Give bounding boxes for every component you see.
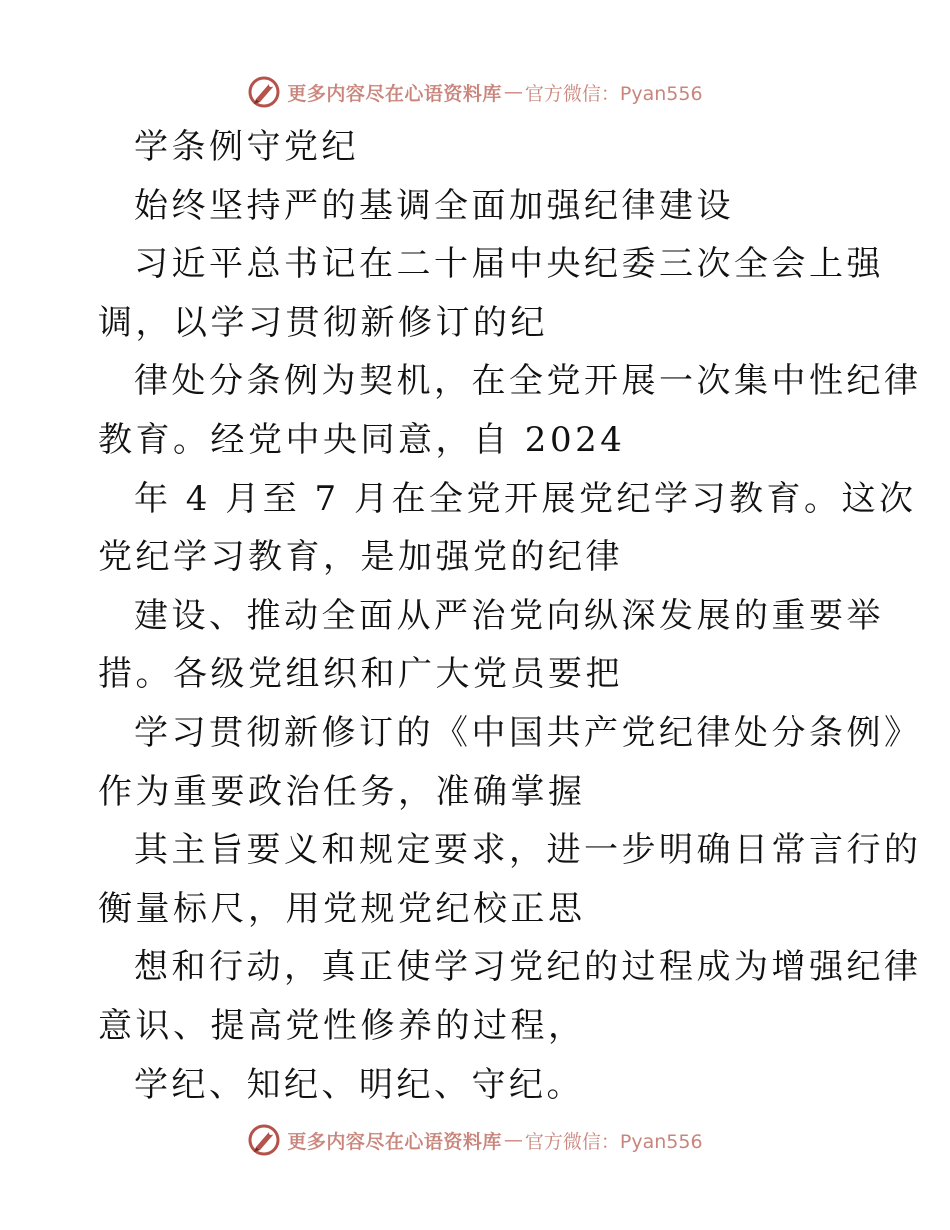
pen-logo-icon — [247, 75, 281, 109]
text-line: 律处分条例为契机，在全党开展一次集中性纪律 — [134, 361, 922, 402]
text-line: 始终坚持严的基调全面加强纪律建设 — [134, 185, 734, 226]
footer-watermark — [0, 1120, 950, 1160]
text-line: 学纪、知纪、明纪、守纪。 — [134, 1064, 584, 1105]
watermark-text-suffix: 官方微信：Pyan556 — [524, 1130, 703, 1153]
text-line: 习近平总书记在二十届中央纪委三次全会上强 — [134, 244, 884, 285]
text-line: 党纪学习教育，是加强党的纪律 — [98, 537, 623, 578]
text-line: 学条例守党纪 — [134, 127, 359, 167]
text-line: 作为重要政治任务，准确掌握 — [98, 771, 586, 812]
text-line: 调，以学习贯彻新修订的纪 — [98, 302, 548, 343]
text-line: 教育。经党中央同意，自 2024 — [98, 419, 626, 460]
document-body — [98, 118, 922, 1114]
text-line: 其主旨要义和规定要求，进一步明确日常言行的 — [134, 830, 922, 871]
text-line: 想和行动，真正使学习党纪的过程成为增强纪律 — [134, 947, 922, 988]
text-line: 学习贯彻新修订的《中国共产党纪律处分条例》 — [134, 712, 922, 753]
pen-logo-icon — [247, 1123, 281, 1157]
text-line: 年 4 月至 7 月在全党开展党纪学习教育。这次 — [134, 478, 917, 519]
text-line: 意识、提高党性修养的过程， — [98, 1005, 586, 1046]
watermark-separator: — — [503, 1129, 523, 1151]
watermark-text-main: 更多内容尽在心语资料库 — [287, 1130, 502, 1153]
watermark-separator: — — [503, 81, 523, 103]
text-line: 建设、推动全面从严治党向纵深发展的重要举 — [134, 595, 884, 636]
header-watermark — [0, 72, 950, 112]
text-line: 措。各级党组织和广大党员要把 — [98, 654, 623, 695]
watermark-text-main: 更多内容尽在心语资料库 — [287, 82, 502, 105]
watermark-text-suffix: 官方微信：Pyan556 — [524, 82, 703, 105]
text-line: 衡量标尺，用党规党纪校正思 — [98, 888, 586, 929]
